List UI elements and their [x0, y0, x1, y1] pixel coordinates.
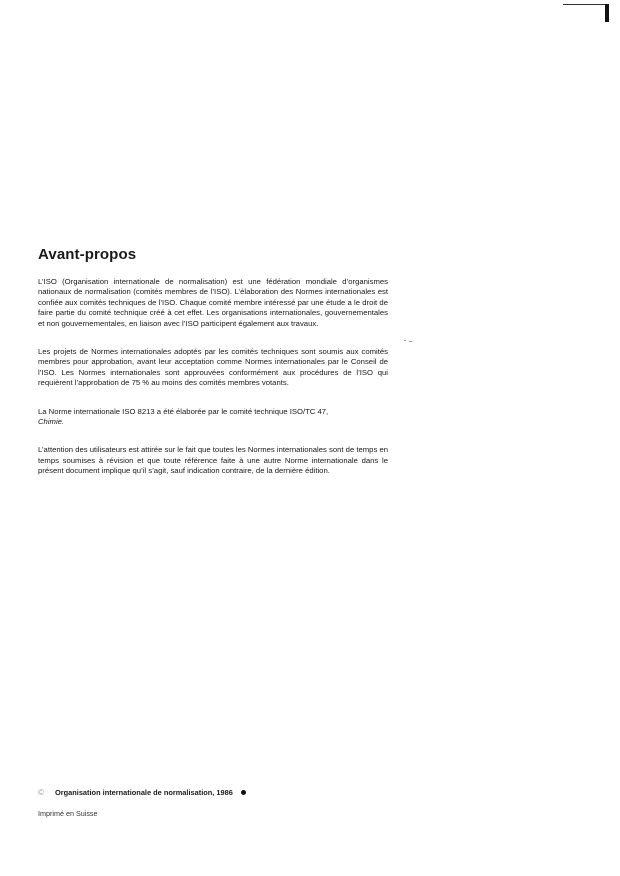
paragraph-approval: Les projets de Normes internationales adoptés par les comités techniques sont soumis aux comités membres pour approbation, avant leur acceptation comme Normes internationales par le Conseil de l’ISO. Les Normes internationales sont approuvées conformément aux procédures de l’ISO qui requièrent l’approbation de 75 % au moins des comités membres votants. [38, 347, 388, 388]
copyright-icon: © [38, 788, 44, 797]
paragraph-committee [38, 407, 388, 428]
paragraph-iso-intro: L’ISO (Organisation internationale de normalisation) est une fédération mondiale d’organismes nationaux de normalisation (comités membres de l’ISO). L’élaboration des Normes internationales est confiée aux comités techniques de l’ISO. Chaque comité membre intéressé par une étude a le droit de faire partie du comité technique créé à cet effet. Les organisations internationales, gouvernementales et non gouvernementales, en liaison avec l’ISO participent également aux travaux. [38, 277, 388, 328]
scan-speck [409, 341, 412, 342]
committee-text: La Norme internationale ISO 8213 a été élaborée par le comité technique ISO/TC 47, [38, 406, 329, 416]
printed-in: Imprimé en Suisse [38, 809, 98, 818]
copyright-text: Organisation internationale de normalisation, 1986 [55, 788, 233, 797]
committee-name: Chimie. [38, 417, 65, 427]
page-title: Avant-propos [38, 246, 137, 263]
corner-rule [563, 4, 605, 5]
paragraph-revision: L’attention des utilisateurs est attirée sur le fait que toutes les Normes internationales sont de temps en temps soumises à révision et que toute référence faite à une autre Norme internationale dans le présent document implique qu’il s’agit, sauf indication contraire, de la dernière édition. [38, 445, 388, 476]
foreword-section [38, 246, 388, 495]
scan-speck [404, 340, 406, 341]
bullet-icon [241, 790, 246, 795]
copyright-line [38, 788, 246, 797]
page-footer [38, 788, 246, 818]
corner-mark [605, 4, 609, 22]
